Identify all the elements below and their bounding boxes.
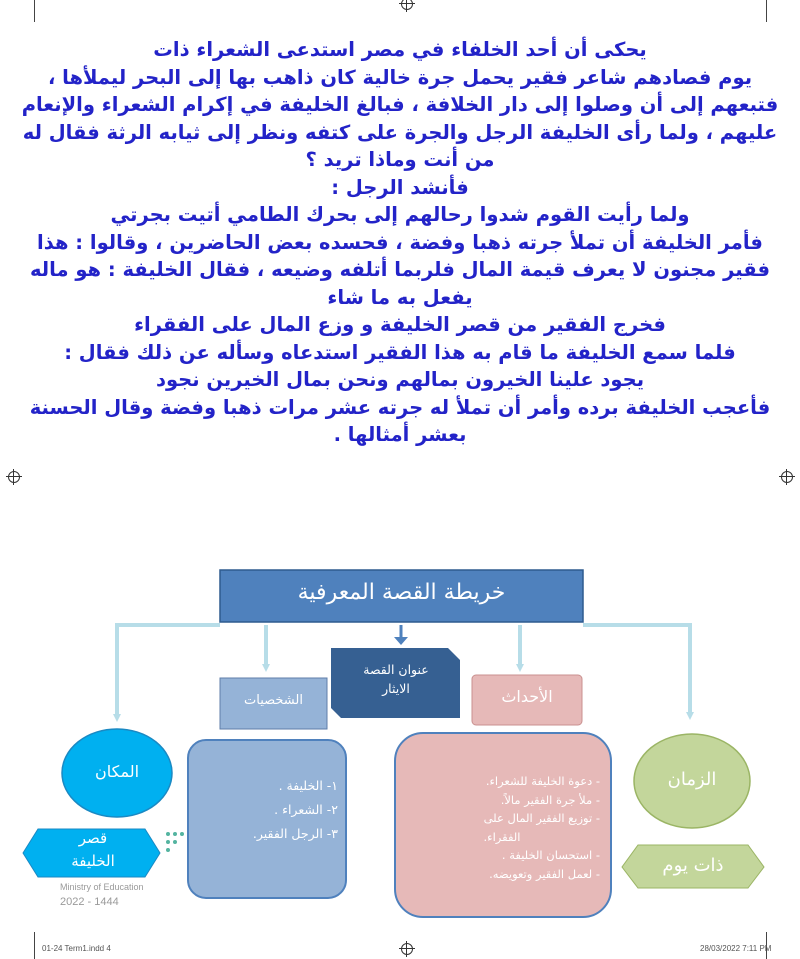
place-label: المكان: [94, 762, 140, 781]
character-item: ١- الخليفة .: [278, 778, 338, 793]
story-line: من أنت وماذا تريد ؟: [305, 148, 495, 171]
story-line: فخرج الفقير من قصر الخليفة و وزع المال على الفقراء: [134, 313, 666, 336]
connector-right: [583, 625, 690, 716]
story-title-label: [333, 660, 459, 698]
arrow-head: [394, 637, 408, 645]
character-item: ٢- الشعراء .: [274, 802, 338, 817]
story-line: فتبعهم إلى أن وصلوا إلى دار الخلافة ، فبالغ الخليفة في إكرام الشعراء والإنعام: [21, 93, 779, 116]
footer-date: 28/03/2022 7:11 PM: [700, 944, 772, 953]
story-line: ولما رأيت القوم شدوا رحالهم إلى بحرك الطامي أتيت بجرتي: [110, 203, 690, 226]
place-value: [33, 827, 153, 873]
character-item: ٣- الرجل الفقير.: [252, 826, 338, 841]
footer-file: 01-24 Term1.indd 4: [42, 944, 111, 953]
event-item: - لعمل الفقير وتعويضه.: [489, 866, 600, 881]
story-line: يحكى أن أحد الخلفاء في مصر استدعى الشعراء ذات: [153, 38, 647, 61]
story-line: يجود علينا الخيرون بمالهم ونحن بمال الخيرين نجود: [155, 368, 645, 391]
map-title: خريطة القصة المعرفية: [297, 580, 506, 605]
story-line: يوم فصادهم شاعر فقير يحمل جرة خالية كان ذاهب بها إلى البحر ليملأها ،: [47, 65, 753, 89]
place-value-line: قصر: [78, 829, 108, 847]
story-line: فأنشد الرجل :: [331, 175, 469, 199]
ministry-name: Ministry of Education: [60, 882, 144, 892]
characters-label: الشخصيات: [244, 693, 303, 708]
story-line: فقير مجنون لا يعرف قيمة المال فلربما أتلفه وضيعه ، فقال الخليفة : هو ماله: [29, 258, 770, 281]
story-title-label-line: عنوان القصة: [363, 662, 429, 677]
time-value: ذات يوم: [662, 855, 724, 876]
event-item: - استحسان الخليفة .: [501, 848, 600, 862]
place-value-line: الخليفة: [71, 852, 115, 870]
event-item: - ملأ جرة الفقير مالاً.: [500, 792, 600, 807]
story-line: بعشر أمثالها .: [333, 423, 467, 446]
story-line: فأعجب الخليفة برده وأمر أن تملأ له جرته عشر مرات ذهبا وفضة وقال الحسنة: [29, 395, 771, 419]
ministry-logo-dots: [166, 832, 184, 852]
watermark-year: 2022 - 1444: [60, 896, 119, 908]
time-label: الزمان: [667, 769, 717, 790]
event-item: - توزيع الفقير المال على: [483, 811, 600, 825]
story-line: يفعل به ما شاء: [327, 285, 473, 309]
event-item: الفقراء.: [483, 829, 521, 844]
story-title-label-line: الايثار: [382, 681, 410, 696]
story-line: فأمر الخليفة أن تملأ جرته ذهبا وفضة ، فحسده بعض الحاضرين ، وقالوا : هذا: [37, 230, 763, 254]
event-item: - دعوة الخليفة للشعراء.: [485, 774, 600, 788]
story-line: فلما سمع الخليفة ما قام به هذا الفقير استدعاه وسأله عن ذلك فقال :: [64, 340, 736, 364]
story-line: عليهم ، ولما رأى الخليفة الرجل والجرة على كتفه ونظر إلى ثيابه الرثة فقال له: [22, 120, 778, 144]
characters-list: [196, 774, 338, 846]
connector-left: [117, 625, 220, 718]
events-list: [404, 772, 600, 883]
events-label: الأحداث: [501, 687, 553, 706]
